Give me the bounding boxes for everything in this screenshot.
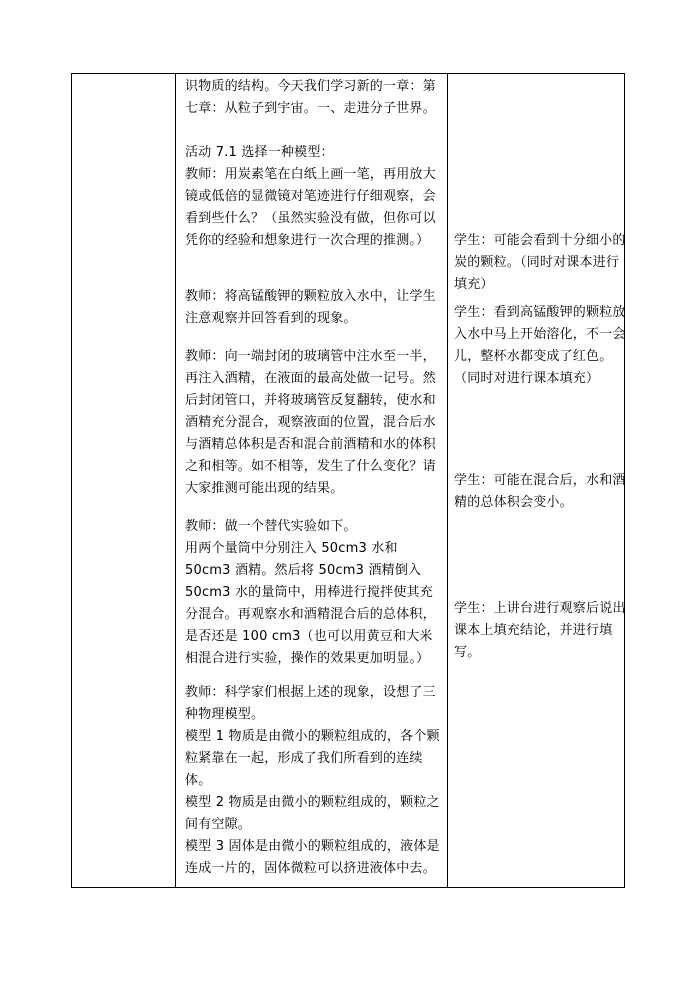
lesson-plan-table (71, 73, 625, 888)
intro-paragraph: 识物质的结构。今天我们学习新的一章：第七章：从粒子到宇宙。一、走进分子世界。 (185, 79, 436, 116)
activity-title: 活动 7.1 选择一种模型： (185, 145, 334, 160)
empty-left-cell (72, 74, 176, 888)
teacher-three-models: 教师：科学家们根据上述的现象，设想了三种物理模型。 (185, 685, 436, 722)
teacher-drawing-observation: 教师：用炭素笔在白纸上画一笔，再用放大镜或低倍的显微镜对笔迹进行仔细观察，会看到些什么？（虽然实验没有做，但你可以凭你的经验和想象进行一次合理的推测。） (185, 167, 436, 248)
student-activity-cell (448, 74, 625, 888)
student-answer-observation: 学生：上讲台进行观察后说出课本上填充结论，并进行填写。 (454, 601, 626, 660)
table-row (72, 74, 625, 888)
model-2-text: 模型 2 物质是由微小的颗粒组成的，颗粒之间有空隙。 (185, 795, 440, 832)
model-3-text: 模型 3 固体是由微小的颗粒组成的，液体是连成一片的，固体微粒可以挤进液体中去。 (185, 839, 440, 876)
measuring-cylinder-experiment: 用两个量筒中分别注入 50cm3 水和 50cm3 酒精。然后将 50cm3 酒精倒入 50cm3 水的量筒中，用棒进行搅拌使其充分混合。再观察水和酒精混合后的总体积，是否还是 100 cm3（也可以用黄豆和大米相混合进行实验，操作的效果更加明显。） (185, 541, 436, 666)
teacher-potassium-permanganate: 教师：将高锰酸钾的颗粒放入水中，让学生注意观察并回答看到的现象。 (185, 289, 436, 326)
student-answer-carbon: 学生：可能会看到十分细小的炭的颗粒。（同时对课本进行填充） (454, 233, 626, 292)
model-1-text: 模型 1 物质是由微小的颗粒组成的，各个颗粒紧靠在一起，形成了我们所看到的连续体。 (185, 729, 440, 788)
student-answer-volume: 学生：可能在混合后，水和酒精的总体积会变小。 (454, 473, 626, 510)
teacher-substitute-experiment: 教师：做一个替代实验如下。 (185, 519, 357, 534)
teacher-activity-cell (176, 74, 448, 888)
student-answer-permanganate: 学生：看到高锰酸钾的颗粒放入水中马上开始溶化，不一会儿，整杯水都变成了红色。（同时对进行课本填充） (454, 305, 626, 386)
teacher-water-alcohol-tube: 教师：向一端封闭的玻璃管中注水至一半，再注入酒精，在液面的最高处做一记号。然后封闭管口，并将玻璃管反复翻转，使水和酒精充分混合，观察液面的位置，混合后水与酒精总体积是否和混合前酒精和水的体积之和相等。如不相等，发生了什么变化？请大家推测可能出现的结果。 (185, 349, 436, 496)
